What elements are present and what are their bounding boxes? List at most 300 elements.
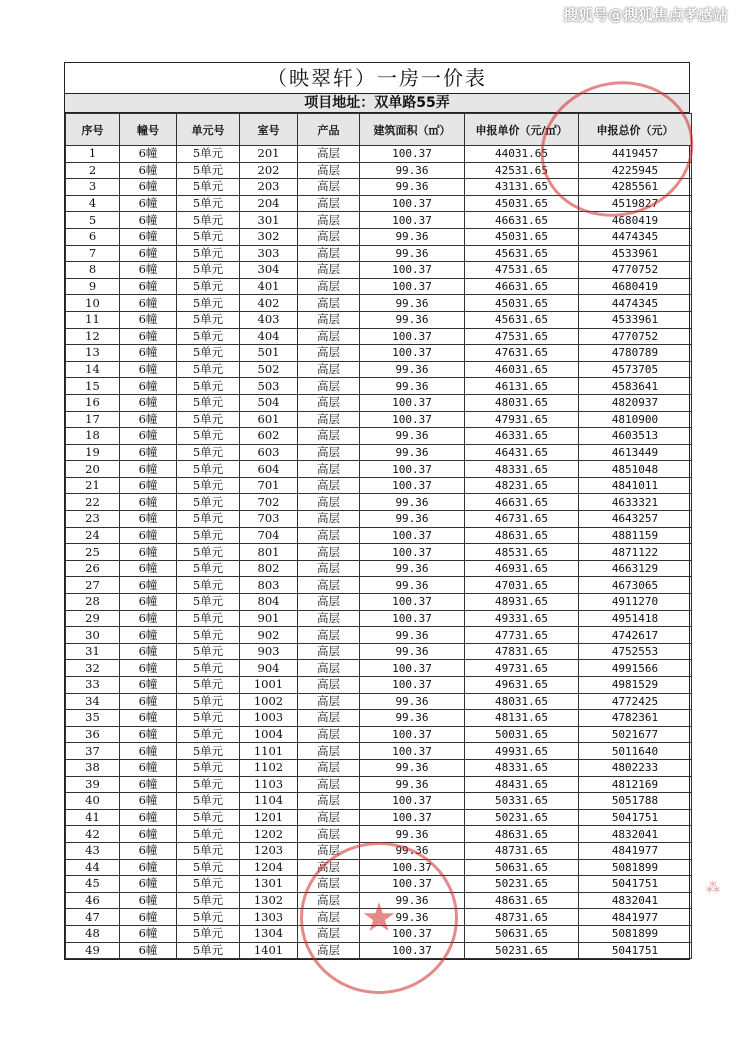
cell-total-price: 4519827 [579, 195, 692, 212]
cell-area: 99.36 [360, 842, 465, 859]
cell-area: 100.37 [360, 461, 465, 478]
cell-room: 1101 [240, 743, 298, 760]
cell-index: 40 [66, 793, 120, 810]
cell-area: 100.37 [360, 726, 465, 743]
cell-unit: 5单元 [177, 544, 240, 561]
table-row [66, 743, 692, 760]
cell-building: 6幢 [120, 345, 177, 362]
cell-area: 100.37 [360, 212, 465, 229]
cell-unit: 5单元 [177, 759, 240, 776]
cell-room: 803 [240, 577, 298, 594]
cell-product: 高层 [298, 594, 360, 611]
cell-area: 100.37 [360, 278, 465, 295]
cell-building: 6幢 [120, 743, 177, 760]
cell-room: 503 [240, 378, 298, 395]
cell-unit: 5单元 [177, 328, 240, 345]
cell-unit-price: 48631.65 [465, 527, 579, 544]
cell-room: 903 [240, 643, 298, 660]
cell-total-price: 5011640 [579, 743, 692, 760]
cell-building: 6幢 [120, 195, 177, 212]
table-row [66, 345, 692, 362]
cell-room: 1304 [240, 925, 298, 942]
cell-room: 1102 [240, 759, 298, 776]
cell-index: 11 [66, 311, 120, 328]
cell-index: 17 [66, 411, 120, 428]
cell-unit-price: 46331.65 [465, 428, 579, 445]
cell-room: 601 [240, 411, 298, 428]
cell-room: 1203 [240, 842, 298, 859]
cell-unit-price: 48031.65 [465, 394, 579, 411]
cell-unit-price: 46731.65 [465, 511, 579, 528]
cell-unit-price: 48731.65 [465, 842, 579, 859]
cell-index: 21 [66, 477, 120, 494]
cell-unit: 5单元 [177, 345, 240, 362]
cell-building: 6幢 [120, 594, 177, 611]
cell-product: 高层 [298, 245, 360, 262]
cell-unit: 5单元 [177, 627, 240, 644]
cell-unit-price: 45631.65 [465, 245, 579, 262]
cell-product: 高层 [298, 759, 360, 776]
cell-total-price: 4782361 [579, 710, 692, 727]
cell-building: 6幢 [120, 295, 177, 312]
cell-building: 6幢 [120, 892, 177, 909]
cell-unit-price: 50231.65 [465, 942, 579, 959]
cell-total-price: 4832041 [579, 826, 692, 843]
cell-index: 12 [66, 328, 120, 345]
cell-room: 1204 [240, 859, 298, 876]
cell-unit-price: 48131.65 [465, 710, 579, 727]
cell-index: 36 [66, 726, 120, 743]
table-row [66, 228, 692, 245]
cell-product: 高层 [298, 942, 360, 959]
cell-room: 501 [240, 345, 298, 362]
cell-area: 99.36 [360, 776, 465, 793]
cell-unit: 5单元 [177, 527, 240, 544]
price-sheet [64, 62, 690, 960]
cell-unit: 5单元 [177, 295, 240, 312]
cell-building: 6幢 [120, 245, 177, 262]
cell-unit: 5单元 [177, 461, 240, 478]
cell-product: 高层 [298, 527, 360, 544]
table-row [66, 162, 692, 179]
cell-area: 99.36 [360, 627, 465, 644]
cell-room: 804 [240, 594, 298, 611]
cell-unit: 5单元 [177, 693, 240, 710]
cell-total-price: 4841977 [579, 842, 692, 859]
cell-unit-price: 47931.65 [465, 411, 579, 428]
header-unit: 单元号 [177, 114, 240, 146]
cell-total-price: 4871122 [579, 544, 692, 561]
cell-unit: 5单元 [177, 743, 240, 760]
cell-total-price: 4770752 [579, 328, 692, 345]
cell-total-price: 4841977 [579, 909, 692, 926]
cell-index: 30 [66, 627, 120, 644]
cell-unit: 5单元 [177, 494, 240, 511]
cell-index: 1 [66, 146, 120, 163]
cell-unit: 5单元 [177, 428, 240, 445]
cell-unit-price: 47731.65 [465, 627, 579, 644]
cell-unit: 5单元 [177, 212, 240, 229]
cell-room: 1103 [240, 776, 298, 793]
cell-area: 99.36 [360, 759, 465, 776]
cell-room: 1401 [240, 942, 298, 959]
cell-building: 6幢 [120, 544, 177, 561]
cell-room: 1001 [240, 677, 298, 694]
cell-unit-price: 47631.65 [465, 345, 579, 362]
cell-unit-price: 48231.65 [465, 477, 579, 494]
table-row [66, 809, 692, 826]
cell-index: 35 [66, 710, 120, 727]
cell-unit-price: 47831.65 [465, 643, 579, 660]
table-row [66, 925, 692, 942]
cell-unit-price: 49631.65 [465, 677, 579, 694]
cell-total-price: 5051788 [579, 793, 692, 810]
cell-product: 高层 [298, 876, 360, 893]
header-unit-price: 申报单价（元/㎡） [465, 114, 579, 146]
cell-total-price: 4673065 [579, 577, 692, 594]
cell-building: 6幢 [120, 859, 177, 876]
cell-product: 高层 [298, 195, 360, 212]
cell-index: 5 [66, 212, 120, 229]
cell-unit-price: 46131.65 [465, 378, 579, 395]
cell-building: 6幢 [120, 776, 177, 793]
cell-unit: 5单元 [177, 594, 240, 611]
cell-building: 6幢 [120, 809, 177, 826]
cell-building: 6幢 [120, 428, 177, 445]
cell-total-price: 5041751 [579, 876, 692, 893]
cell-room: 201 [240, 146, 298, 163]
table-row [66, 909, 692, 926]
table-row [66, 378, 692, 395]
cell-room: 1301 [240, 876, 298, 893]
cell-unit-price: 45031.65 [465, 195, 579, 212]
cell-product: 高层 [298, 311, 360, 328]
cell-total-price: 5041751 [579, 809, 692, 826]
cell-unit: 5单元 [177, 361, 240, 378]
cell-unit-price: 50231.65 [465, 809, 579, 826]
cell-unit-price: 46631.65 [465, 278, 579, 295]
cell-room: 204 [240, 195, 298, 212]
cell-total-price: 4613449 [579, 444, 692, 461]
table-row [66, 793, 692, 810]
cell-index: 9 [66, 278, 120, 295]
cell-unit: 5单元 [177, 826, 240, 843]
cell-unit: 5单元 [177, 560, 240, 577]
cell-room: 1202 [240, 826, 298, 843]
cell-room: 702 [240, 494, 298, 511]
cell-unit: 5单元 [177, 179, 240, 196]
cell-room: 1003 [240, 710, 298, 727]
cell-index: 20 [66, 461, 120, 478]
cell-product: 高层 [298, 793, 360, 810]
cell-index: 37 [66, 743, 120, 760]
cell-product: 高层 [298, 726, 360, 743]
cell-room: 502 [240, 361, 298, 378]
cell-unit-price: 44031.65 [465, 146, 579, 163]
table-row [66, 511, 692, 528]
cell-unit: 5单元 [177, 793, 240, 810]
cell-total-price: 4812169 [579, 776, 692, 793]
cell-index: 33 [66, 677, 120, 694]
cell-unit-price: 48931.65 [465, 594, 579, 611]
cell-unit-price: 50031.65 [465, 726, 579, 743]
table-body [66, 146, 692, 959]
cell-total-price: 4991566 [579, 660, 692, 677]
cell-index: 26 [66, 560, 120, 577]
cell-area: 99.36 [360, 228, 465, 245]
cell-unit-price: 49931.65 [465, 743, 579, 760]
table-row [66, 892, 692, 909]
table-row [66, 544, 692, 561]
cell-room: 603 [240, 444, 298, 461]
cell-index: 10 [66, 295, 120, 312]
cell-unit-price: 46931.65 [465, 560, 579, 577]
cell-unit: 5单元 [177, 876, 240, 893]
cell-area: 99.36 [360, 295, 465, 312]
cell-area: 99.36 [360, 245, 465, 262]
table-row [66, 146, 692, 163]
cell-building: 6幢 [120, 311, 177, 328]
cell-index: 31 [66, 643, 120, 660]
cell-product: 高层 [298, 345, 360, 362]
cell-unit-price: 46431.65 [465, 444, 579, 461]
cell-unit-price: 48731.65 [465, 909, 579, 926]
cell-index: 41 [66, 809, 120, 826]
cell-unit: 5单元 [177, 245, 240, 262]
cell-product: 高层 [298, 693, 360, 710]
table-row [66, 560, 692, 577]
cell-unit: 5单元 [177, 477, 240, 494]
cell-building: 6幢 [120, 228, 177, 245]
table-row [66, 627, 692, 644]
cell-product: 高层 [298, 179, 360, 196]
cell-room: 801 [240, 544, 298, 561]
cell-total-price: 4285561 [579, 179, 692, 196]
cell-unit-price: 45631.65 [465, 311, 579, 328]
cell-room: 1201 [240, 809, 298, 826]
cell-building: 6幢 [120, 643, 177, 660]
cell-building: 6幢 [120, 560, 177, 577]
cell-product: 高层 [298, 146, 360, 163]
cell-product: 高层 [298, 627, 360, 644]
cell-unit-price: 48431.65 [465, 776, 579, 793]
cell-index: 48 [66, 925, 120, 942]
table-row [66, 461, 692, 478]
cell-unit: 5单元 [177, 311, 240, 328]
cell-room: 404 [240, 328, 298, 345]
cell-room: 904 [240, 660, 298, 677]
cell-product: 高层 [298, 643, 360, 660]
cell-room: 902 [240, 627, 298, 644]
cell-product: 高层 [298, 494, 360, 511]
cell-building: 6幢 [120, 627, 177, 644]
cell-total-price: 4802233 [579, 759, 692, 776]
cell-area: 100.37 [360, 527, 465, 544]
cell-product: 高层 [298, 278, 360, 295]
table-row [66, 477, 692, 494]
cell-area: 100.37 [360, 411, 465, 428]
cell-room: 604 [240, 461, 298, 478]
document-title: （映翠轩）一房一价表 [65, 63, 689, 94]
cell-unit-price: 48031.65 [465, 693, 579, 710]
cell-index: 16 [66, 394, 120, 411]
table-row [66, 361, 692, 378]
cell-unit: 5单元 [177, 262, 240, 279]
cell-room: 1004 [240, 726, 298, 743]
cell-building: 6幢 [120, 494, 177, 511]
cell-building: 6幢 [120, 610, 177, 627]
cell-total-price: 4841011 [579, 477, 692, 494]
cell-unit: 5单元 [177, 195, 240, 212]
cell-total-price: 4573705 [579, 361, 692, 378]
cell-unit: 5单元 [177, 378, 240, 395]
cell-area: 99.36 [360, 643, 465, 660]
cell-index: 13 [66, 345, 120, 362]
cell-building: 6幢 [120, 444, 177, 461]
cell-area: 100.37 [360, 394, 465, 411]
cell-building: 6幢 [120, 876, 177, 893]
cell-unit-price: 48331.65 [465, 461, 579, 478]
cell-area: 99.36 [360, 693, 465, 710]
cell-building: 6幢 [120, 511, 177, 528]
cell-product: 高层 [298, 892, 360, 909]
table-row [66, 577, 692, 594]
cell-product: 高层 [298, 162, 360, 179]
cell-room: 402 [240, 295, 298, 312]
header-building: 幢号 [120, 114, 177, 146]
cell-total-price: 4981529 [579, 677, 692, 694]
cell-total-price: 4832041 [579, 892, 692, 909]
cell-total-price: 4533961 [579, 311, 692, 328]
cell-index: 19 [66, 444, 120, 461]
cell-unit-price: 47531.65 [465, 328, 579, 345]
cell-product: 高层 [298, 776, 360, 793]
cell-unit-price: 48531.65 [465, 544, 579, 561]
cell-unit-price: 50331.65 [465, 793, 579, 810]
cell-total-price: 4772425 [579, 693, 692, 710]
cell-index: 49 [66, 942, 120, 959]
cell-index: 29 [66, 610, 120, 627]
cell-building: 6幢 [120, 461, 177, 478]
cell-unit: 5单元 [177, 892, 240, 909]
cell-area: 100.37 [360, 925, 465, 942]
cell-unit-price: 49731.65 [465, 660, 579, 677]
cell-room: 401 [240, 278, 298, 295]
cell-area: 99.36 [360, 361, 465, 378]
cell-area: 99.36 [360, 179, 465, 196]
cell-index: 39 [66, 776, 120, 793]
cell-unit-price: 43131.65 [465, 179, 579, 196]
header-area: 建筑面积（㎡） [360, 114, 465, 146]
cell-area: 100.37 [360, 942, 465, 959]
cell-room: 704 [240, 527, 298, 544]
cell-total-price: 4810900 [579, 411, 692, 428]
table-row [66, 710, 692, 727]
cell-index: 18 [66, 428, 120, 445]
cell-room: 304 [240, 262, 298, 279]
cell-building: 6幢 [120, 212, 177, 229]
cell-total-price: 4663129 [579, 560, 692, 577]
cell-unit-price: 50631.65 [465, 925, 579, 942]
cell-unit: 5单元 [177, 146, 240, 163]
cell-index: 25 [66, 544, 120, 561]
table-row [66, 295, 692, 312]
cell-unit-price: 48631.65 [465, 892, 579, 909]
cell-building: 6幢 [120, 842, 177, 859]
cell-unit-price: 47031.65 [465, 577, 579, 594]
cell-total-price: 4583641 [579, 378, 692, 395]
cell-index: 14 [66, 361, 120, 378]
cell-building: 6幢 [120, 477, 177, 494]
cell-total-price: 4851048 [579, 461, 692, 478]
cell-total-price: 4680419 [579, 278, 692, 295]
cell-index: 44 [66, 859, 120, 876]
table-row [66, 212, 692, 229]
cell-product: 高层 [298, 826, 360, 843]
cell-index: 6 [66, 228, 120, 245]
cell-unit-price: 45031.65 [465, 295, 579, 312]
cell-product: 高层 [298, 743, 360, 760]
cell-area: 99.36 [360, 560, 465, 577]
cell-unit-price: 46631.65 [465, 494, 579, 511]
cell-unit-price: 48331.65 [465, 759, 579, 776]
cell-product: 高层 [298, 677, 360, 694]
cell-building: 6幢 [120, 925, 177, 942]
cell-index: 45 [66, 876, 120, 893]
cell-area: 100.37 [360, 146, 465, 163]
table-row [66, 195, 692, 212]
seal-star-icon: ★ [361, 895, 397, 941]
cell-product: 高层 [298, 909, 360, 926]
cell-index: 43 [66, 842, 120, 859]
cell-total-price: 4603513 [579, 428, 692, 445]
watermark: 搜狐号@搜狐焦点孝感站 [562, 6, 728, 24]
scribble-mark: ⁂ [706, 880, 720, 896]
cell-total-price: 4633321 [579, 494, 692, 511]
cell-product: 高层 [298, 809, 360, 826]
cell-room: 802 [240, 560, 298, 577]
cell-building: 6幢 [120, 693, 177, 710]
cell-index: 15 [66, 378, 120, 395]
cell-area: 100.37 [360, 876, 465, 893]
cell-area: 100.37 [360, 610, 465, 627]
cell-total-price: 4680419 [579, 212, 692, 229]
table-row [66, 826, 692, 843]
cell-area: 99.36 [360, 892, 465, 909]
cell-area: 100.37 [360, 660, 465, 677]
cell-area: 100.37 [360, 793, 465, 810]
cell-area: 100.37 [360, 544, 465, 561]
cell-unit: 5单元 [177, 394, 240, 411]
cell-unit-price: 48631.65 [465, 826, 579, 843]
cell-total-price: 4419457 [579, 146, 692, 163]
table-row [66, 759, 692, 776]
cell-product: 高层 [298, 710, 360, 727]
cell-unit: 5单元 [177, 809, 240, 826]
cell-area: 100.37 [360, 195, 465, 212]
cell-index: 34 [66, 693, 120, 710]
cell-unit-price: 47531.65 [465, 262, 579, 279]
cell-product: 高层 [298, 212, 360, 229]
cell-total-price: 4780789 [579, 345, 692, 362]
table-row [66, 594, 692, 611]
cell-building: 6幢 [120, 394, 177, 411]
cell-unit-price: 50631.65 [465, 859, 579, 876]
cell-unit: 5单元 [177, 909, 240, 926]
cell-area: 99.36 [360, 909, 465, 926]
cell-product: 高层 [298, 544, 360, 561]
cell-room: 901 [240, 610, 298, 627]
